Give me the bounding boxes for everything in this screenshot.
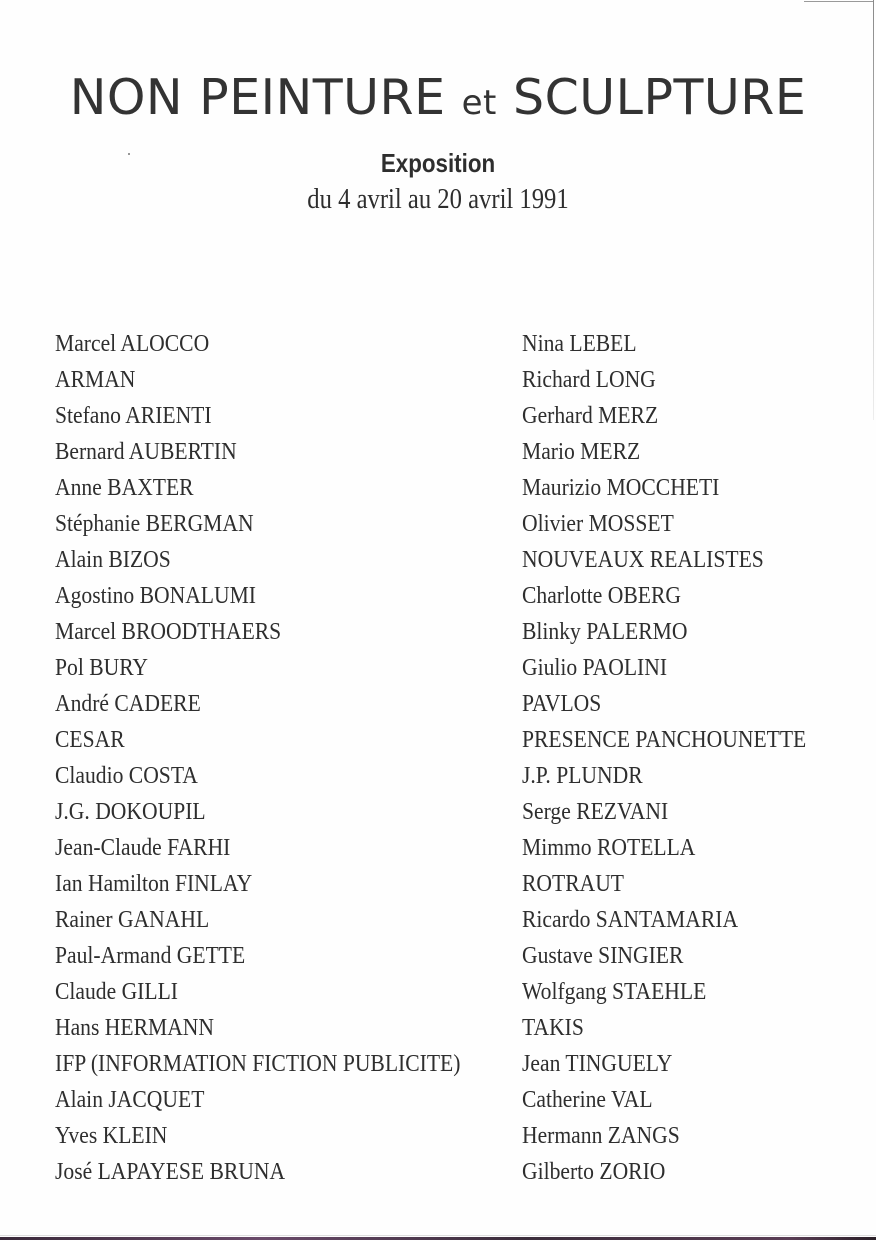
artist-name: Nina LEBEL <box>522 331 637 357</box>
artist-name: Serge REZVANI <box>522 799 669 825</box>
artist-name: Mimmo ROTELLA <box>522 835 696 861</box>
subtitle: Exposition <box>380 148 496 178</box>
artist-name: Paul-Armand GETTE <box>55 943 246 969</box>
artist-name: Wolfgang STAEHLE <box>522 979 707 1005</box>
title-part-2: SCULPTURE <box>496 69 807 126</box>
artist-name: Giulio PAOLINI <box>522 655 668 681</box>
artist-name: ARMAN <box>55 367 136 393</box>
artist-name: PRESENCE PANCHOUNETTE <box>522 727 807 753</box>
artist-name: Olivier MOSSET <box>522 511 674 537</box>
artist-name: Mario MERZ <box>522 439 641 465</box>
artist-name: TAKIS <box>522 1015 584 1041</box>
artist-name: Catherine VAL <box>522 1087 653 1113</box>
artist-name: Agostino BONALUMI <box>55 583 257 609</box>
page-edge-right <box>873 0 874 420</box>
artist-list-left <box>55 326 505 1190</box>
page-edge-top <box>804 1 874 2</box>
artist-name: Bernard AUBERTIN <box>55 439 237 465</box>
artist-name: Richard LONG <box>522 367 656 393</box>
title-connector: et <box>461 83 497 123</box>
artist-name: Gustave SINGIER <box>522 943 684 969</box>
artist-name: Stéphanie BERGMAN <box>55 511 254 537</box>
page-title <box>0 70 876 131</box>
artist-name: Pol BURY <box>55 655 149 681</box>
artist-name: André CADERE <box>55 691 201 717</box>
artist-name: Ricardo SANTAMARIA <box>522 907 739 933</box>
artist-name: Blinky PALERMO <box>522 619 688 645</box>
artist-list-right <box>522 326 838 1190</box>
artist-name: Alain BIZOS <box>55 547 171 573</box>
artist-name: Anne BAXTER <box>55 475 194 501</box>
artist-name: Claudio COSTA <box>55 763 198 789</box>
artist-name: Marcel ALOCCO <box>55 331 210 357</box>
artist-name: Stefano ARIENTI <box>55 403 212 429</box>
artist-name: Ian Hamilton FINLAY <box>55 871 253 897</box>
artist-name: Maurizio MOCCHETI <box>522 475 720 501</box>
artist-name: Gerhard MERZ <box>522 403 659 429</box>
artist-name: NOUVEAUX REALISTES <box>522 547 764 573</box>
artist-name: Jean TINGUELY <box>522 1051 673 1077</box>
artist-name: Alain JACQUET <box>55 1087 205 1113</box>
artist-name: IFP (INFORMATION FICTION PUBLICITE) <box>55 1051 461 1077</box>
artist-name: PAVLOS <box>522 691 602 717</box>
exhibition-dates: du 4 avril au 20 avril 1991 <box>307 184 569 215</box>
artist-name: Marcel BROODTHAERS <box>55 619 282 645</box>
artist-name: Hans HERMANN <box>55 1015 215 1041</box>
artist-name: Rainer GANAHL <box>55 907 210 933</box>
artist-name: Yves KLEIN <box>55 1123 168 1149</box>
artist-name: ROTRAUT <box>522 871 625 897</box>
artist-name: Jean-Claude FARHI <box>55 835 231 861</box>
artist-name: Charlotte OBERG <box>522 583 681 609</box>
artist-name: CESAR <box>55 727 125 753</box>
page-edge-bottom-light <box>0 1235 876 1236</box>
artist-name: J.P. PLUNDR <box>522 763 643 789</box>
artist-name: Claude GILLI <box>55 979 178 1005</box>
artist-name: Gilberto ZORIO <box>522 1159 666 1185</box>
artist-name: Hermann ZANGS <box>522 1123 680 1149</box>
title-part-1: NON PEINTURE <box>69 69 462 126</box>
artist-name: J.G. DOKOUPIL <box>55 799 206 825</box>
artist-name: José LAPAYESE BRUNA <box>55 1159 286 1185</box>
